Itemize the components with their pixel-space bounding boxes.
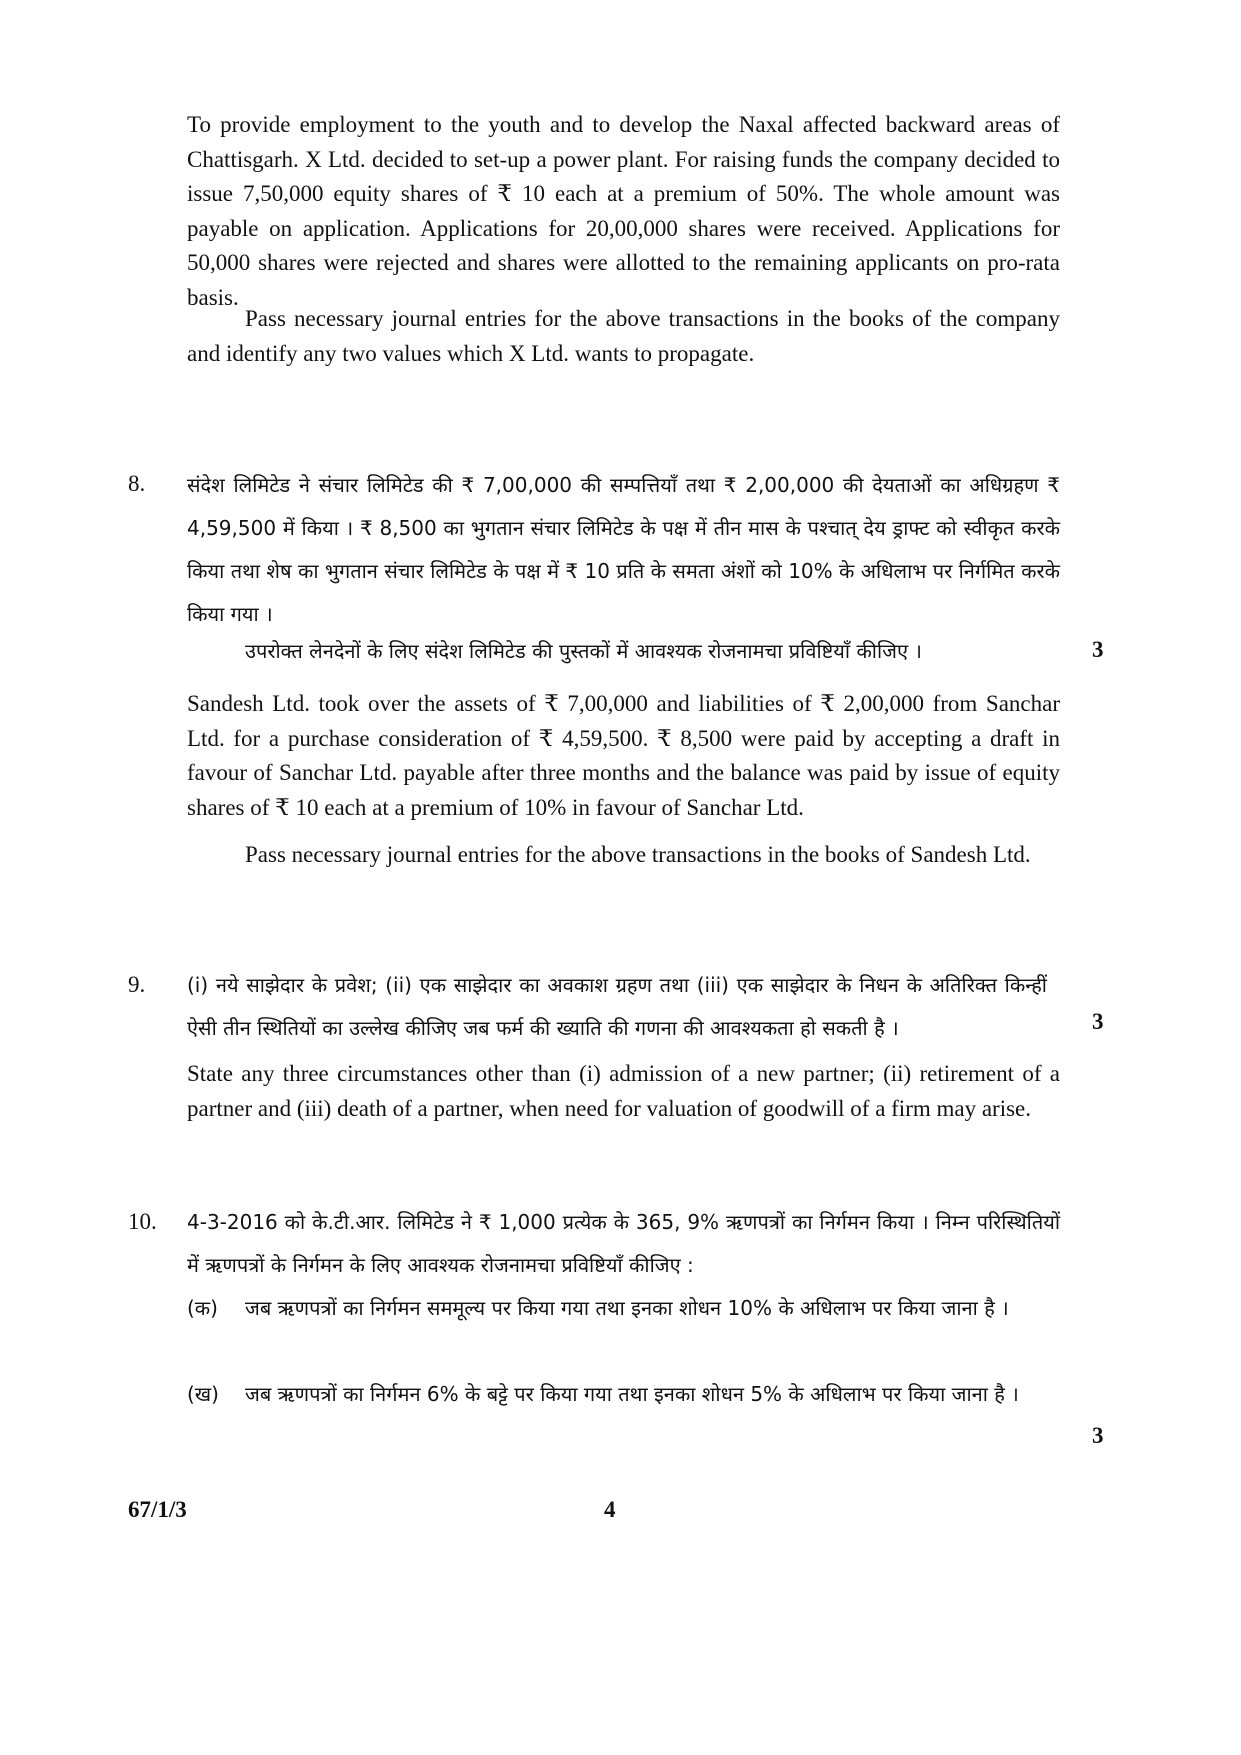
question-9-number: 9. bbox=[128, 972, 146, 997]
question-9-marks: 3 bbox=[1092, 1009, 1104, 1034]
question-10-part-b-text: जब ऋणपत्रों का निर्गमन 6% के बट्टे पर किया गया तथा इनका शोधन 5% के अधिलाभ पर किया जाना है । bbox=[245, 1382, 1019, 1406]
question-10-marks: 3 bbox=[1092, 1423, 1104, 1448]
question-9-english-text: State any three circumstances other than (i) admission of a new partner; (ii) retirement of a partner and (iii) death of a partner, when need for valuation of goodwill of a firm may arise. bbox=[187, 1061, 1060, 1121]
question-8-hindi-instruction: उपरोक्त लेनदेनों के लिए संदेश लिमिटेड की पुस्तकों में आवश्यक रोजनामचा प्रविष्टियाँ कीजिए । bbox=[245, 639, 923, 663]
question-8-number: 8. bbox=[128, 471, 146, 496]
question-10-part-a-label: (क) bbox=[187, 1296, 218, 1320]
question-10-hindi-text: 4-3-2016 को के.टी.आर. लिमिटेड ने ₹ 1,000 प्रत्येक के 365, 9% ऋणपत्रों का निर्गमन किया । निम्न परिस्थितियों में ऋणपत्रों के निर्गमन के लिए आवश्यक रोजनामचा प्रविष्टियाँ कीजिए : bbox=[187, 1210, 1060, 1277]
continued-question-text: To provide employment to the youth and to develop the Naxal affected backward areas of Chattisgarh. X Ltd. decided to set-up a power plant. For raising funds the company decided to issue 7,50,000 equity shares of ₹ 10 each at a premium of 50%. The whole amount was payable on application. Applications for 20,00,000 shares were received. Applications for 50,000 shares were rejected and shares were allotted to the remaining applicants on pro-rata basis. bbox=[187, 112, 1060, 310]
question-8-hindi-text: संदेश लिमिटेड ने संचार लिमिटेड की ₹ 7,00,000 की सम्पत्तियाँ तथा ₹ 2,00,000 की देयताओं का अधिग्रहण ₹ 4,59,500 में किया । ₹ 8,500 का भुगतान संचार लिमिटेड के पक्ष में तीन मास के पश्चात् देय ड्राफ्ट को स्वीकृत करके किया तथा शेष का भुगतान संचार लिमिटेड के पक्ष में ₹ 10 प्रति के समता अंशों को 10% के अधिलाभ पर निर्गमित करके किया गया । bbox=[187, 473, 1060, 626]
paper-code: 67/1/3 bbox=[128, 1497, 187, 1522]
question-8-english-text: Sandesh Ltd. took over the assets of ₹ 7,00,000 and liabilities of ₹ 2,00,000 from Sanchar Ltd. for a purchase consideration of ₹ 4,59,500. ₹ 8,500 were paid by accepting a draft in favour of Sanchar Ltd. payable after three months and the balance was paid by issue of equity shares of ₹ 10 each at a premium of 10% in favour of Sanchar Ltd. bbox=[187, 691, 1060, 820]
question-10-number: 10. bbox=[128, 1209, 157, 1234]
question-8-english-instruction: Pass necessary journal entries for the above transactions in the books of Sandesh Ltd. bbox=[245, 842, 1031, 867]
question-9-hindi-text: (i) नये साझेदार के प्रवेश; (ii) एक साझेदार का अवकाश ग्रहण तथा (iii) एक साझेदार के निधन के अतिरिक्त किन्हीं ऐसी तीन स्थितियों का उल्लेख कीजिए जब फर्म की ख्याति की गणना की आवश्यकता हो सकती है । bbox=[187, 973, 1047, 1040]
question-10-part-a-text: जब ऋणपत्रों का निर्गमन सममूल्य पर किया गया तथा इनका शोधन 10% के अधिलाभ पर किया जाना है । bbox=[245, 1296, 1009, 1320]
continued-question-instruction: Pass necessary journal entries for the above transactions in the books of the company and identify any two values which X Ltd. wants to propagate. bbox=[187, 306, 1060, 366]
page-number: 4 bbox=[604, 1497, 616, 1522]
question-8-marks: 3 bbox=[1092, 637, 1104, 662]
question-10-part-b-label: (ख) bbox=[187, 1382, 219, 1406]
